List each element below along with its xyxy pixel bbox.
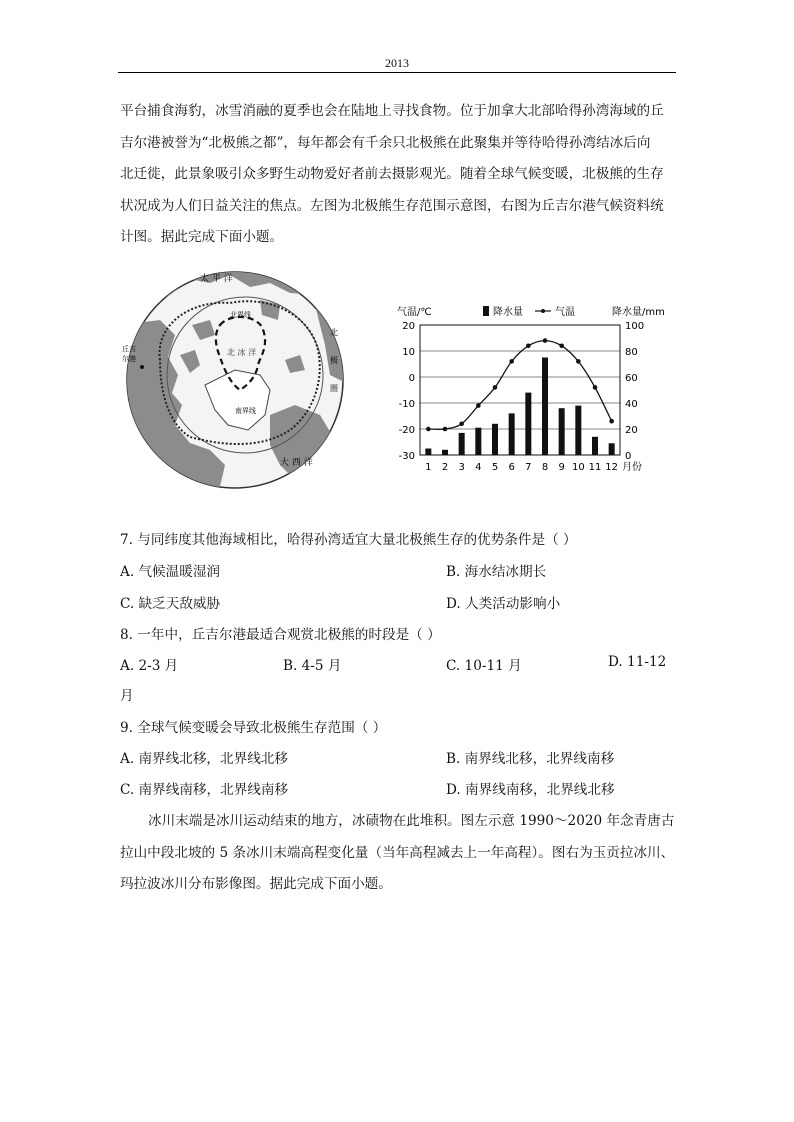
intro-line: 吉尔港被誉为“北极熊之都”，每年都会有千余只北极熊在此聚集并等待哈得孙湾结冰后向 (120, 134, 651, 151)
left-tick-label: -20 (398, 425, 415, 436)
precip-bar (609, 443, 615, 455)
question-8-option-d[interactable]: D. 11-12 (608, 654, 667, 670)
intro-paragraph (120, 96, 680, 254)
legend-dot-icon (541, 309, 545, 313)
question-7-option-a[interactable]: A. 气候温暖湿润 (120, 564, 221, 580)
precip-bar (425, 449, 431, 456)
right-tick-label: 40 (625, 399, 638, 410)
intro-line: 北迁徙，此景象吸引众多野生动物爱好者前去摄影观光。随着全球气候变暖，北极熊的生存 (120, 166, 664, 182)
page-number: 2013 (385, 56, 409, 70)
legend-precip-label: 降水量 (493, 307, 523, 318)
question-7-option-b[interactable]: B. 海水结冰期长 (446, 564, 547, 580)
temperature-point (526, 344, 531, 349)
precip-bar (542, 358, 548, 456)
outro-line: 冰川末端是冰川运动结束的地方，冰碛物在此堆积。图左示意 1990～2020 年念青唐古 (148, 813, 675, 829)
question-7-option-d[interactable]: D. 人类活动影响小 (446, 596, 561, 612)
x-tick-label: 4 (475, 462, 482, 473)
question-9-option-a[interactable]: A. 南界线北移，北界线北移 (120, 751, 288, 767)
map-label-arctic-circle: 圈 (330, 384, 338, 393)
map-label-arctic-circle: 北 (330, 328, 338, 337)
precip-bar (475, 428, 481, 455)
left-axis-label: 气温/℃ (397, 307, 432, 318)
question-7-option-c[interactable]: C. 缺乏天敌威胁 (120, 596, 221, 612)
right-tick-label: 60 (625, 373, 638, 384)
x-tick-label: 10 (571, 462, 585, 473)
temperature-point (593, 385, 598, 390)
left-tick-label: 20 (402, 321, 415, 332)
left-tick-label: -30 (398, 451, 415, 462)
header-rule (118, 72, 676, 73)
temperature-point (576, 359, 581, 364)
x-tick-label: 8 (541, 462, 549, 473)
x-unit-label: 月份 (622, 462, 642, 473)
plot-area (399, 321, 644, 473)
map-label-arctic-circle: 极 (330, 356, 338, 365)
precip-bar (492, 424, 498, 455)
map-label-north-boundary: 北界线 (230, 311, 251, 319)
x-tick-label: 12 (605, 462, 619, 473)
outro-line: 拉山中段北坡的 5 条冰川末端高程变化量（当年高程减去上一年高程）。图右为玉贡拉冰川、 (120, 844, 675, 861)
churchill-marker (140, 365, 144, 369)
outro-line: 玛拉波冰川分布影像图。据此完成下面小题。 (120, 876, 392, 892)
polar-bear-range-map (120, 265, 350, 495)
question-8-option-c[interactable]: C. 10-11 月 (446, 658, 522, 674)
precip-bar (575, 406, 581, 455)
x-tick-label: 3 (458, 462, 465, 473)
intro-line: 计图。据此完成下面小题。 (120, 229, 284, 245)
climate-chart (385, 265, 675, 480)
question-9-option-d[interactable]: D. 南界线南移，北界线北移 (446, 782, 615, 798)
figures (120, 265, 680, 495)
map-label-ocean: 北 冰 洋 (227, 348, 257, 357)
question-9-stem: 9. 全球气候变暖会导致北极熊生存范围（ ） (120, 720, 387, 736)
temperature-point (493, 385, 498, 390)
right-tick-label: 100 (625, 321, 645, 332)
intro-line: 平台捕食海豹，冰雪消融的夏季也会在陆地上寻找食物。位于加拿大北部哈得孙湾海域的丘 (120, 103, 664, 119)
precip-bar (509, 413, 515, 455)
question-9-option-c[interactable]: C. 南界线南移，北界线南移 (120, 782, 289, 798)
right-axis-label: 降水量/mm (612, 307, 665, 318)
precip-bar (442, 450, 448, 455)
left-tick-label: 0 (408, 373, 415, 384)
question-8-stem: 8. 一年中，丘吉尔港最适合观赏北极熊的时段是（ ） (120, 627, 441, 643)
legend-temp-label: 气温 (555, 307, 575, 318)
temperature-point (459, 422, 464, 427)
map-label-churchill: 尔港 (122, 355, 136, 363)
right-tick-label: 20 (625, 425, 638, 436)
x-tick-label: 6 (508, 462, 515, 473)
question-8-option-b[interactable]: B. 4-5 月 (283, 658, 342, 674)
x-tick-label: 9 (558, 462, 565, 473)
outro-paragraph (120, 806, 680, 901)
precip-bar (525, 393, 531, 455)
question-8-option-a[interactable]: A. 2-3 月 (120, 658, 179, 674)
precip-bar (592, 437, 598, 455)
question-7-stem: 7. 与同纬度其他海域相比，哈得孙湾适宜大量北极熊生存的优势条件是（ ） (120, 532, 577, 548)
legend-bar-icon (483, 306, 489, 316)
temperature-point (476, 403, 481, 408)
map-label-atlantic: 大 西 洋 (280, 458, 313, 468)
x-tick-label: 5 (491, 462, 499, 473)
x-tick-label: 1 (425, 462, 432, 473)
precip-bar (459, 433, 465, 455)
map-label-south-boundary: 南界线 (235, 407, 256, 415)
intro-line: 状况成为人们日益关注的焦点。左图为北极熊生存范围示意图，右图为丘吉尔港气候资料统 (120, 197, 664, 214)
temperature-point (426, 427, 431, 432)
x-tick-label: 2 (441, 462, 449, 473)
temperature-point (443, 427, 448, 432)
left-tick-label: -10 (398, 399, 415, 410)
temperature-point (559, 344, 564, 349)
map-label-churchill: 丘吉 (122, 345, 136, 353)
x-tick-label: 7 (525, 462, 532, 473)
x-tick-label: 11 (588, 462, 602, 473)
right-tick-label: 80 (625, 347, 638, 358)
plot-frame (420, 325, 620, 455)
left-tick-label: 10 (402, 347, 415, 358)
question-8-option-d-continuation: 月 (120, 688, 134, 704)
temperature-point (509, 359, 514, 364)
precip-bar (559, 408, 565, 455)
right-tick-label: 0 (625, 451, 632, 462)
temperature-point (543, 338, 548, 343)
map-label-pacific: 太 平 洋 (200, 274, 233, 284)
temperature-point (609, 419, 614, 424)
question-9-option-b[interactable]: B. 南界线北移，北界线南移 (446, 751, 615, 767)
temperature-line (428, 341, 611, 430)
